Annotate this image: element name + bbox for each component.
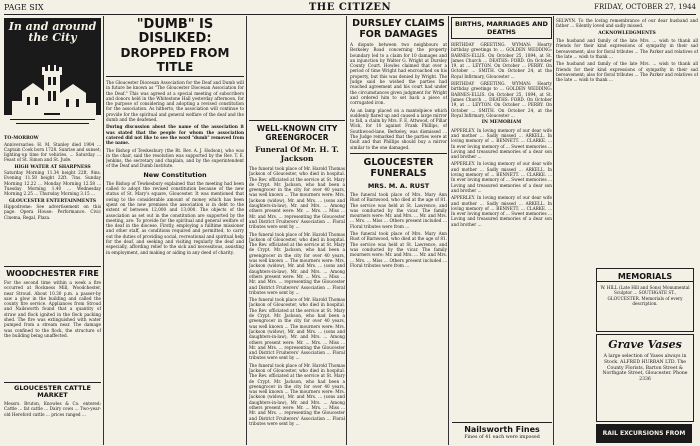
issue-date: FRIDAY, OCTOBER 27, 1944 (594, 3, 696, 11)
page-number: PAGE SIX (4, 3, 44, 12)
column-rule (246, 16, 247, 445)
rail-excursions-advert (596, 424, 692, 443)
article-body-2: The Bishop of Tewkesbury (the Rt. Rev. A. J. Hodson), who was in the chair, said the resolution was supported by the Rev. T. E. Jenkins, the secretary and chaplain, and by the superintendent of the Deaf and Dumb Institute. (106, 147, 244, 169)
cattle-market-headline: GLOUCESTER CATTLE MARKET (14, 384, 91, 399)
column-1 (2, 16, 102, 445)
funerals-headline: GLOUCESTER FUNERALS (363, 156, 434, 179)
memorials-body: W. HILL (Late Hill and Sons) Monumental Sculptor ... SOUTHGATE ST., GLOUCESTER. Memorials of every description. (600, 285, 690, 306)
bmd-notices: BIRTHDAY GREETING. WYMAN: Hearty birthday greetings to ... GOLDEN WEDDING: BARNES-ELLIS. On October 25, 1894, at St. James Church ... DEATHS: FORD. On October 19, at ... LEYTON. On October ... PERRY. On October ... SMITH. On October 24, at the Royal Infirmary, Gloucester ... (451, 42, 552, 79)
rust-subhead: MRS. M. A. RUST (367, 181, 430, 190)
dursley-headline: DURSLEY CLAIMS FOR DAMAGES (352, 18, 445, 40)
bmd-notices-cont: BIRTHDAY GREETING. WYMAN: Hearty birthday greetings to ... GOLDEN WEDDING: BARNES-ELLIS. On October 25, 1894, at St. James Church ... DEATHS: FORD. On October 19, at ... LEYTON. On October ... PERRY. On October ... SMITH. On October 24, at the Royal Infirmary, Gloucester ... (451, 81, 552, 118)
memorials-title: MEMORIALS (597, 272, 693, 282)
headline-dumb: "DUMB" IS DISLIKED: (136, 17, 214, 46)
nameplate-text: In and around the City (8, 20, 97, 44)
paper-title: THE CITIZEN (308, 2, 392, 13)
bmd-banner-text: BIRTHS, MARRIAGES AND DEATHS (455, 20, 548, 36)
acknowledgments-body: The husband and family of the late Mrs. ... wish to thank all friends for their kind expressions of sympathy in their sad bereavement; also for floral tributes ... The Parker and relatives of the late ... wish to thank ... (556, 38, 698, 59)
column-4 (350, 16, 447, 445)
nailsworth-article (452, 422, 552, 446)
column-rule (346, 16, 347, 445)
article-bold-para: During discussion about the name of the association it was stated that the people for whom the association catered did not like to see the word "dumb" removed from the name. (106, 124, 244, 146)
in-memoriam-notices-cont-2: APPERLEY. In loving memory of our dear wife and mother ... Sadly missed ... ARKELL. In loving memory of ... BENNETT. ... CLARKE. ... In ever loving memory of ... Sweet memories ... Loving and treasured memories of a dear son and brother ... (451, 195, 552, 227)
memorials-advert (596, 268, 694, 332)
headline-dropped: DROPPED FROM TITLE (106, 46, 244, 77)
in-memoriam-notices-cont: APPERLEY. In loving memory of our dear wife and mother ... Sadly missed ... ARKELL. In loving memory of ... BENNETT. ... CLARKE. ... In ever loving memory of ... Sweet memories ... Loving and treasured memories of a dear son and brother ... (451, 161, 552, 193)
jackson-body-cont: The funeral took place of Mr. Harold Thomas Jackson of Gloucester, who died in hospital. The Rev. officiated at the service at St. Mary de Crypt. Mr. Jackson, who had been a greengrocer in the city for over 40 years, was well known ... The mourners were: Mrs. Jackson (widow), Mr. and Mrs. ... (sons and daughters-in-law), Mr. and Mrs. ... Among others present were: Mr. ... Mrs. ... Miss ... Mr. and Mrs. ... representing the Gloucester and District Fruiterers' Association ... Floral tributes were sent by ... (249, 231, 345, 295)
dursley-body-1: A dispute between two neighbours at Berkeley Road concerning the property boundary led to a claim for 10 damages and an injunction by Walter G. Wright at Dursley County Court. Howles claimed that over a period of time Wright had encroached on his property, but this was denied by Wright. The Judge said he wished the parties had reached agreement and his court had under the circumstances given judgment for Wright and ordered him to set back a piece of corrugated iron. (350, 42, 447, 106)
rust-body-cont: The funeral took place of Mrs. Mary Ann Rust of Barnwood, who died at the age of 81. The service was held at St. Lawrence, and was conducted by the vicar. The family mourners were: Mr. and Mrs. ... Mr. and Mrs. ... Mrs. ... Miss ... Others present included ... Floral tributes were from ... (350, 231, 447, 268)
selwyn-notice: SELWYN. To the loving remembrance of our dear husband and father ... Silently loved and sadly missed. (556, 18, 698, 29)
in-memoriam-notices: APPERLEY. In loving memory of our dear wife and mother ... Sadly missed ... ARKELL. In loving memory of ... BENNETT. ... CLARKE. ... In ever loving memory of ... Sweet memories ... Loving and treasured memories of a dear son and brother ... (451, 127, 552, 160)
bmd-banner (451, 17, 552, 39)
jackson-body-cont-3: The funeral took place of Mr. Harold Thomas Jackson of Gloucester, who died in hospital. The Rev. officiated at the service at St. Mary de Crypt. Mr. Jackson, who had been a greengrocer in the city for over 40 years, was well known ... The mourners were: Mrs. Jackson (widow), Mr. and Mrs. ... (sons and daughters-in-law), Mr. and Mrs. ... Among others present were: Mr. ... Mrs. ... Miss ... Mr. and Mrs. ... representing the Gloucester and District Fruiterers' Association ... Floral tributes were sent by ... (249, 362, 345, 426)
acknowledgments-label: ACKNOWLEDGMENTS (598, 30, 656, 36)
woodchester-body: For the second time within a week a fire occurred at Rockness Mill, Woodchester, near Stroud. About 10.30 p.m. a passer-by saw a glow in the building and called the county fire service. Appliances from Stroud and Nailsworth found that a quantity of straw and flock ignited in the flock packing shed. The fire was extinguished with water pumped from a stream near. The damage was confined to the flock, the structure of the building being unaffected. (4, 280, 101, 338)
cathedral-illustration (4, 53, 101, 133)
nailsworth-headline: Nailsworth Fines (464, 425, 540, 434)
grave-vases-title: Grave Vases (608, 338, 682, 351)
greengrocer-headline: WELL-KNOWN CITY GREENGROCER (256, 124, 338, 142)
subhead-new-constitution: New Constitution (143, 170, 207, 179)
jackson-body-cont-2: The funeral took place of Mr. Harold Thomas Jackson of Gloucester, who died in hospital. The Rev. officiated at the service at St. Mary de Crypt. Mr. Jackson, who had been a greengrocer in the city for over 40 years, was well known ... The mourners were: Mrs. Jackson (widow), Mr. and Mrs. ... (sons and daughters-in-law), Mr. and Mrs. ... Among others present were: Mr. ... Mrs. ... Miss ... Mr. and Mrs. ... representing the Gloucester and District Fruiterers' Association ... Floral tributes were sent by ... (249, 297, 345, 361)
rail-excursions-text: RAIL EXCURSIONS FROM (602, 430, 686, 437)
rust-body: The funeral took place of Mrs. Mary Ann Rust of Barnwood, who died at the age of 81. The service was held at St. Lawrence, and was conducted by the vicar. The family mourners were: Mr. and Mrs. ... Mr. and Mrs. ... Mrs. ... Miss ... Others present included ... Floral tributes were from ... (350, 191, 447, 229)
column-rule (103, 16, 104, 445)
grave-vases-advert (596, 334, 694, 422)
in-and-around-nameplate (4, 18, 101, 133)
column-rule (448, 16, 449, 445)
grave-vases-body: A large selection of Vases always in Stock. ALFRED HURRAN LTD. The County Florists, Barton Street & Northgate Street, Gloucester. Phone 2336 (602, 354, 688, 383)
woodchester-headline: WOODCHESTER FIRE (6, 269, 99, 278)
dursley-body-2: As an lamp placed on a mantelpiece which suddenly flared up and caused a large mirror to fall, a claim by Mrs. F. E. Attwood, of Pillar Wick, for 10 against Frank Phillips, of Southwood-lane, Berkeley, was dismissed ... The Judge remarked that the parties were at fault and that Phillips should buy a mirror similar to the one damaged. (350, 107, 447, 150)
tide-table: Saturday Morning 11.34 height 22ft. 9ins. Evening 11.58 height 22ft. 7ins. Sunday Morning 12.22 ... Monday Morning 12.58 ... Tuesday Morning 1.40 ... Wednesday Morning 2.25 ... Thursday Morning 3.15 ... (4, 170, 101, 197)
entertainments-label: GLOUCESTER ENTERTAINMENTS (8, 198, 97, 204)
column-3 (249, 16, 345, 445)
article-body-3: The Bishop of Tewkesbury explained that the meeting had been called to adopt the revised constitution because of the new status of St. Mary's square, Gloucester. It was mentioned that owing to the considerable amount of money which has been spent on the new premises the association is in debt to the extent of between 12,000 and 13,000. The objects of the association as set out in the constitution are supported by the meeting, are: To provide for the spiritual and general welfare of the deaf in the diocese. Firstly, employing a fulltime missioner and other staff, as conditions required and permitted, to carry out the duties of providing social, recreational and spiritual help for the deaf, and seeking and visiting regularly the deaf and especially, affording relief to the sick and necessitous, assisting in employment, and making or aiding in any deed of charity. (106, 180, 244, 255)
jackson-body: The funeral took place of Mr. Harold Thomas Jackson of Gloucester, who died in hospital. The Rev. officiated at the service at St. Mary de Crypt. Mr. Jackson, who had been a greengrocer in the city for over 40 years, was well known ... The mourners were: Mrs. Jackson (widow), Mr. and Mrs. ... (sons and daughters-in-law), Mr. and Mrs. ... Among others present were: Mr. ... Mrs. ... Miss ... Mr. and Mrs. ... representing the Gloucester and District Fruiterers' Association ... Floral tributes were sent by ... (249, 166, 345, 230)
column-rule (553, 16, 554, 445)
funeral-jackson-headline: Funeral Of Mr. H. T. Jackson (255, 145, 339, 163)
nailsworth-sub: Fines of 41 each were imposed (464, 435, 540, 440)
tomorrow-label: TO-MORROW (4, 136, 39, 141)
column-5 (451, 16, 552, 445)
tomorrow-text: Anniversaries: H. M. Stanley died 1904 ... Captain Cook born 1728. Sunrise and sunset; lighting-up time for vehicles. ... Saturday ... Feast of St. Simon and St. Jude. (4, 141, 101, 163)
entertainments-text: Hippodrome: See advertisement on this page. Opera House: Performance. Civic Cinema, Regal, Plaza. (4, 204, 101, 220)
in-memoriam-label: IN MEMORIAM (481, 120, 522, 126)
column-2 (106, 16, 244, 445)
cattle-market-body: Messrs. Bruton, Knowles & Co. entered: Cattle ... fat cattle ... Dairy cows ... Two-year-old Hereford cattle ... prices ranged ... (4, 401, 101, 417)
masthead (4, 2, 696, 15)
high-water-label: HIGH WATER AT SHARPNESS (14, 164, 91, 170)
article-lead: The Gloucester Diocesan Association for the Deaf and Dumb will in future be known as "The Gloucester Diocesan Association for the Deaf." This was agreed at a special meeting of subscribers and donors held in the Whitestone Hall yesterday afternoon, for the purpose of considering and adopting a revised constitution for the association. As hitherto, the association will continue to provide for the spiritual and general welfare of the deaf and the dumb and the deafened. (106, 80, 244, 123)
acknowledgments-body-cont: The husband and family of the late Mrs. ... wish to thank all friends for their kind expressions of sympathy in their sad bereavement; also for floral tributes ... The Parker and relatives of the late ... wish to thank ... (556, 61, 698, 83)
